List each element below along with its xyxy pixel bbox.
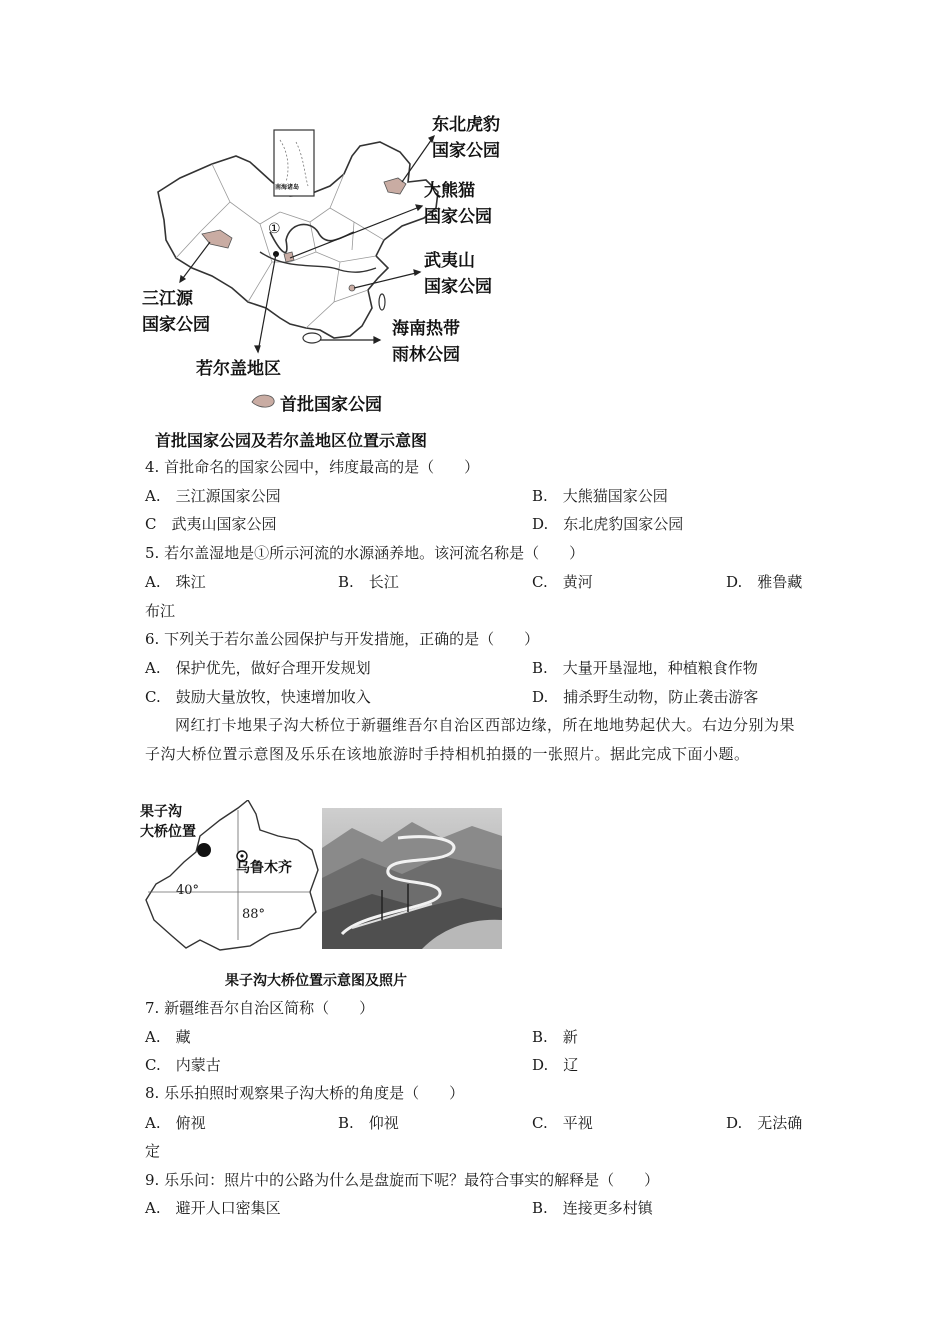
q8-option-c[interactable]: C. 平视 [532,1114,593,1132]
lat-40-label: 40° [176,883,200,898]
q6-option-c[interactable]: C. 鼓励大量放牧，快速增加收入 [145,688,371,706]
bridge-photo-drawing [322,808,502,949]
hainan-island [303,333,321,343]
reading-passage: 网红打卡地果子沟大桥位于新疆维吾尔自治区西部边缘，所在地地势起伏大。右边分别为果子沟大桥位置示意图及乐乐在该地旅游时手持相机拍摄的一张照片。据此完成下面小题。 [145,716,796,763]
q5-option-c[interactable]: C. 黄河 [532,573,593,591]
label-sanjiang-park: 三江源 国家公园 [142,289,210,335]
map1-caption: 首批国家公园及若尔盖地区位置示意图 [155,431,428,450]
label-ruoergai: 若尔盖地区 [196,359,281,379]
south-sea-label: 南海诸岛 [275,184,300,191]
bridge-location-dot [197,843,211,857]
q6-option-b[interactable]: B. 大量开垦湿地，种植粮食作物 [532,659,758,677]
q9-option-b[interactable]: B. 连接更多村镇 [532,1199,653,1217]
q7-option-a[interactable]: A. 藏 [145,1028,191,1046]
q8-option-a[interactable]: A. 俯视 [145,1114,206,1132]
q6-option-a[interactable]: A. 保护优先，做好合理开发规划 [145,659,371,677]
map2-caption: 果子沟大桥位置示意图及照片 [225,973,407,989]
q4-option-d[interactable]: D. 东北虎豹国家公园 [532,515,684,533]
q4-option-b[interactable]: B. 大熊猫国家公园 [532,487,668,505]
question-6: 6. 下列关于若尔盖公园保护与开发措施，正确的是（ ） [145,630,540,648]
q5-option-b[interactable]: B. 长江 [338,573,399,591]
q5-option-a[interactable]: A. 珠江 [145,573,206,591]
urumqi-label: 乌鲁木齐 [236,860,292,876]
q9-option-a[interactable]: A. 避开人口密集区 [145,1199,281,1217]
question-9: 9. 乐乐问：照片中的公路为什么是盘旋而下呢？最符合事实的解释是（ ） [145,1171,660,1189]
question-8: 8. 乐乐拍照时观察果子沟大桥的角度是（ ） [145,1084,465,1102]
q7-option-c[interactable]: C. 内蒙古 [145,1056,221,1074]
q4-option-c[interactable]: C 武夷山国家公园 [145,515,277,533]
legend-symbol-shape [252,395,274,407]
china-parks-map [140,112,540,422]
taiwan-island [379,294,385,310]
legend-text: 首批国家公园 [280,395,382,415]
q5-option-d[interactable]: D. 雅鲁藏 [726,573,803,591]
q5-option-d-wrap: 布江 [145,602,176,620]
question-7: 7. 新疆维吾尔自治区简称（ ） [145,999,375,1017]
question-5: 5. 若尔盖湿地是①所示河流的水源涵养地。该河流名称是（ ） [145,544,585,562]
label-wuyi-park: 武夷山 国家公园 [424,251,492,297]
label-tiger-park: 东北虎豹 国家公园 [432,115,500,161]
q4-option-a[interactable]: A. 三江源国家公园 [145,487,281,505]
xinjiang-map [140,800,320,955]
label-panda-park: 大熊猫 国家公园 [424,181,492,227]
river-marker: ① [268,221,281,237]
q8-option-b[interactable]: B. 仰视 [338,1114,399,1132]
label-hainan-park: 海南热带 雨林公园 [392,319,460,365]
question-4: 4. 首批命名的国家公园中，纬度最高的是（ ） [145,458,480,476]
q6-option-d[interactable]: D. 捕杀野生动物，防止袭击游客 [532,688,759,706]
lon-88-label: 88° [242,907,266,922]
bridge-photo [322,808,502,949]
q7-option-d[interactable]: D. 辽 [532,1056,579,1074]
bridge-location-label: 果子沟 大桥位置 [140,804,196,840]
q7-option-b[interactable]: B. 新 [532,1028,578,1046]
q8-option-d-wrap: 定 [145,1142,161,1160]
q8-option-d[interactable]: D. 无法确 [726,1114,803,1132]
